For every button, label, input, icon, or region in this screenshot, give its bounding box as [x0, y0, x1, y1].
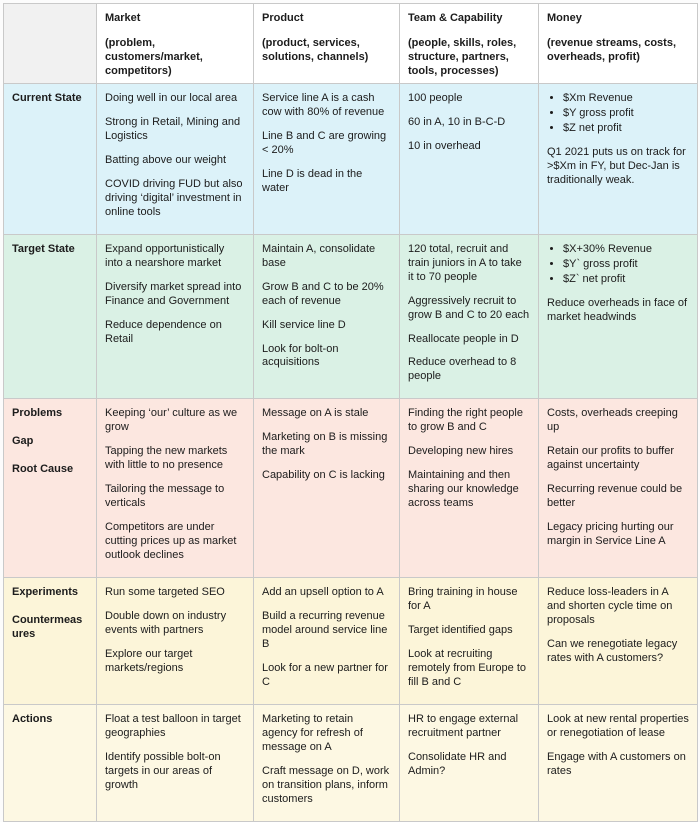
cell-experiments-countermeasures-market: [97, 578, 254, 705]
cell-paragraph: Bring training in house for A: [408, 586, 518, 613]
cell-paragraph: Add an upsell option to A: [262, 586, 384, 599]
cell-paragraph: Batting above our weight: [105, 153, 227, 166]
table-row-target-state: [4, 234, 698, 399]
cell-paragraph: Finding the right people to grow B and C: [408, 407, 523, 434]
cell-paragraph: Target identified gaps: [408, 624, 513, 637]
table-row-actions: [4, 704, 698, 821]
cell-paragraph: Maintaining and then sharing our knowledge across teams: [408, 469, 519, 510]
cell-paragraph: Expand opportunistically into a nearshore market: [105, 242, 225, 269]
cell-paragraph: Doing well in our local area: [105, 91, 238, 104]
cell-experiments-countermeasures-money: [539, 578, 698, 705]
cell-current-state-money: [539, 83, 698, 234]
row-label-target-state: [4, 234, 97, 399]
bullet-item: • $Y gross profit: [563, 107, 689, 121]
cell-paragraph: Build a recurring revenue model around service line B: [262, 610, 388, 651]
row-label-text: Target State: [12, 242, 75, 255]
table-body: [4, 83, 698, 821]
cell-paragraph: Run some targeted SEO: [105, 586, 225, 599]
cell-target-state-team-capability: [400, 234, 539, 399]
cell-problems-gap-root-cause-team-capability: [400, 399, 539, 578]
row-label-current-state: [4, 83, 97, 234]
cell-current-state-market: [97, 83, 254, 234]
column-subtitle: (revenue streams, costs, overheads, profit): [547, 36, 677, 63]
cell-paragraph: Engage with A customers on rates: [547, 750, 686, 777]
cell-paragraph: Reallocate people in D: [408, 332, 519, 345]
column-subtitle: (people, skills, roles, structure, partners, tools, processes): [408, 36, 517, 77]
row-label-text: Current State: [12, 91, 82, 104]
cell-paragraph: Craft message on D, work on transition plans, inform customers: [262, 764, 390, 805]
cell-paragraph: Explore our target markets/regions: [105, 648, 193, 674]
cell-paragraph: Look at new rental properties or renegotiation of lease: [547, 712, 689, 739]
strategy-matrix: [3, 3, 697, 822]
row-label-text: Problems: [12, 407, 63, 420]
cell-paragraph: Competitors are under cutting prices up as market outlook declines: [105, 521, 237, 562]
bullet-list: [547, 92, 689, 136]
column-title: Team & Capability: [408, 12, 503, 24]
row-label-actions: [4, 704, 97, 821]
cell-paragraph: Reduce overheads in face of market headwinds: [547, 296, 688, 323]
cell-actions-money: [539, 704, 698, 821]
row-label-text: Countermeasures: [12, 614, 83, 641]
cell-paragraph: Marketing on B is missing the mark: [262, 431, 388, 458]
cell-current-state-product: [254, 83, 400, 234]
column-title: Market: [105, 12, 141, 24]
cell-paragraph: Recurring revenue could be better: [547, 483, 683, 510]
cell-paragraph: 10 in overhead: [408, 139, 481, 152]
cell-paragraph: Look for a new partner for C: [262, 662, 388, 688]
cell-paragraph: Q1 2021 puts us on track for >$Xm in FY, but Dec-Jan is traditionally weak.: [547, 145, 686, 186]
table-header: [4, 4, 698, 84]
cell-paragraph: Can we renegotiate legacy rates with A customers?: [547, 638, 678, 664]
cell-paragraph: Service line A is a cash cow with 80% of revenue: [262, 91, 385, 118]
cell-paragraph: Identify possible bolt-on targets in our areas of growth: [105, 750, 221, 791]
cell-paragraph: Kill service line D: [262, 318, 346, 331]
cell-actions-product: [254, 704, 400, 821]
cell-paragraph: Costs, overheads creeping up: [547, 407, 678, 434]
bullet-item: • $Z net profit: [563, 122, 689, 136]
cell-paragraph: 120 total, recruit and train juniors in A to take it to 70 people: [408, 242, 522, 283]
cell-paragraph: Reduce loss-leaders in A and shorten cycle time on proposals: [547, 586, 673, 627]
cell-paragraph: Capability on C is lacking: [262, 469, 385, 482]
row-label-text: Experiments: [12, 586, 79, 599]
row-label-problems-gap-root-cause: [4, 399, 97, 578]
cell-paragraph: Look at recruiting remotely from Europe to fill B and C: [408, 648, 526, 688]
cell-paragraph: Grow B and C to be 20% each of revenue: [262, 280, 384, 307]
cell-paragraph: Line B and C are growing < 20%: [262, 129, 387, 156]
cell-target-state-money: [539, 234, 698, 399]
column-header-team-capability: [400, 4, 539, 84]
cell-paragraph: 60 in A, 10 in B-C-D: [408, 115, 506, 128]
cell-paragraph: 100 people: [408, 91, 463, 104]
cell-paragraph: Aggressively recruit to grow B and C to 20 each: [408, 294, 530, 321]
cell-paragraph: Double down on industry events with partners: [105, 610, 227, 637]
cell-paragraph: Reduce dependence on Retail: [105, 318, 222, 345]
cell-paragraph: Look for bolt-on acquisitions: [262, 342, 339, 369]
cell-paragraph: Legacy pricing hurting our margin in Service Line A: [547, 521, 674, 548]
table-row-problems-gap-root-cause: [4, 399, 698, 578]
header-row: [4, 4, 698, 84]
cell-paragraph: Consolidate HR and Admin?: [408, 750, 507, 777]
column-header-product: [254, 4, 400, 84]
cell-paragraph: Strong in Retail, Mining and Logistics: [105, 115, 241, 142]
cell-paragraph: Diversify market spread into Finance and Government: [105, 280, 242, 307]
cell-problems-gap-root-cause-market: [97, 399, 254, 578]
cell-paragraph: Message on A is stale: [262, 407, 369, 420]
row-label-text: Root Cause: [12, 463, 74, 476]
bullet-list: [547, 243, 689, 287]
cell-paragraph: Reduce overhead to 8 people: [408, 356, 517, 383]
cell-paragraph: Retain our profits to buffer against uncertainty: [547, 445, 674, 472]
cell-experiments-countermeasures-team-capability: [400, 578, 539, 705]
cell-experiments-countermeasures-product: [254, 578, 400, 705]
row-label-text: Gap: [12, 435, 34, 448]
table-row-current-state: [4, 83, 698, 234]
cell-actions-market: [97, 704, 254, 821]
cell-paragraph: Line D is dead in the water: [262, 167, 363, 194]
column-subtitle: (product, services, solutions, channels): [262, 36, 369, 63]
strategy-table: [3, 3, 698, 822]
row-label-experiments-countermeasures: [4, 578, 97, 705]
cell-paragraph: COVID driving FUD but also driving ‘digital’ investment in online tools: [105, 177, 243, 218]
cell-paragraph: Developing new hires: [408, 445, 514, 458]
column-subtitle: (problem, customers/market, competitors): [105, 36, 203, 77]
bullet-item: • $Xm Revenue: [563, 92, 689, 106]
column-title: Money: [547, 12, 582, 24]
bullet-item: • $X+30% Revenue: [563, 243, 689, 257]
cell-paragraph: Tailoring the message to verticals: [105, 483, 225, 510]
cell-target-state-product: [254, 234, 400, 399]
cell-target-state-market: [97, 234, 254, 399]
cell-paragraph: Tapping the new markets with little to no presence: [105, 445, 228, 472]
cell-paragraph: Marketing to retain agency for refresh of message on A: [262, 712, 363, 753]
cell-problems-gap-root-cause-product: [254, 399, 400, 578]
cell-paragraph: Keeping ‘our’ culture as we grow: [105, 407, 238, 434]
column-header-market: [97, 4, 254, 84]
cell-paragraph: Maintain A, consolidate base: [262, 242, 376, 269]
corner-cell: [4, 4, 97, 84]
cell-actions-team-capability: [400, 704, 539, 821]
row-label-text: Actions: [12, 712, 53, 725]
column-title: Product: [262, 12, 304, 24]
cell-current-state-team-capability: [400, 83, 539, 234]
column-header-money: [539, 4, 698, 84]
cell-problems-gap-root-cause-money: [539, 399, 698, 578]
bullet-item: • $Z` net profit: [563, 273, 689, 287]
cell-paragraph: HR to engage external recruitment partner: [408, 712, 519, 739]
table-row-experiments-countermeasures: [4, 578, 698, 705]
cell-paragraph: Float a test balloon in target geographies: [105, 712, 241, 739]
bullet-item: • $Y` gross profit: [563, 258, 689, 272]
